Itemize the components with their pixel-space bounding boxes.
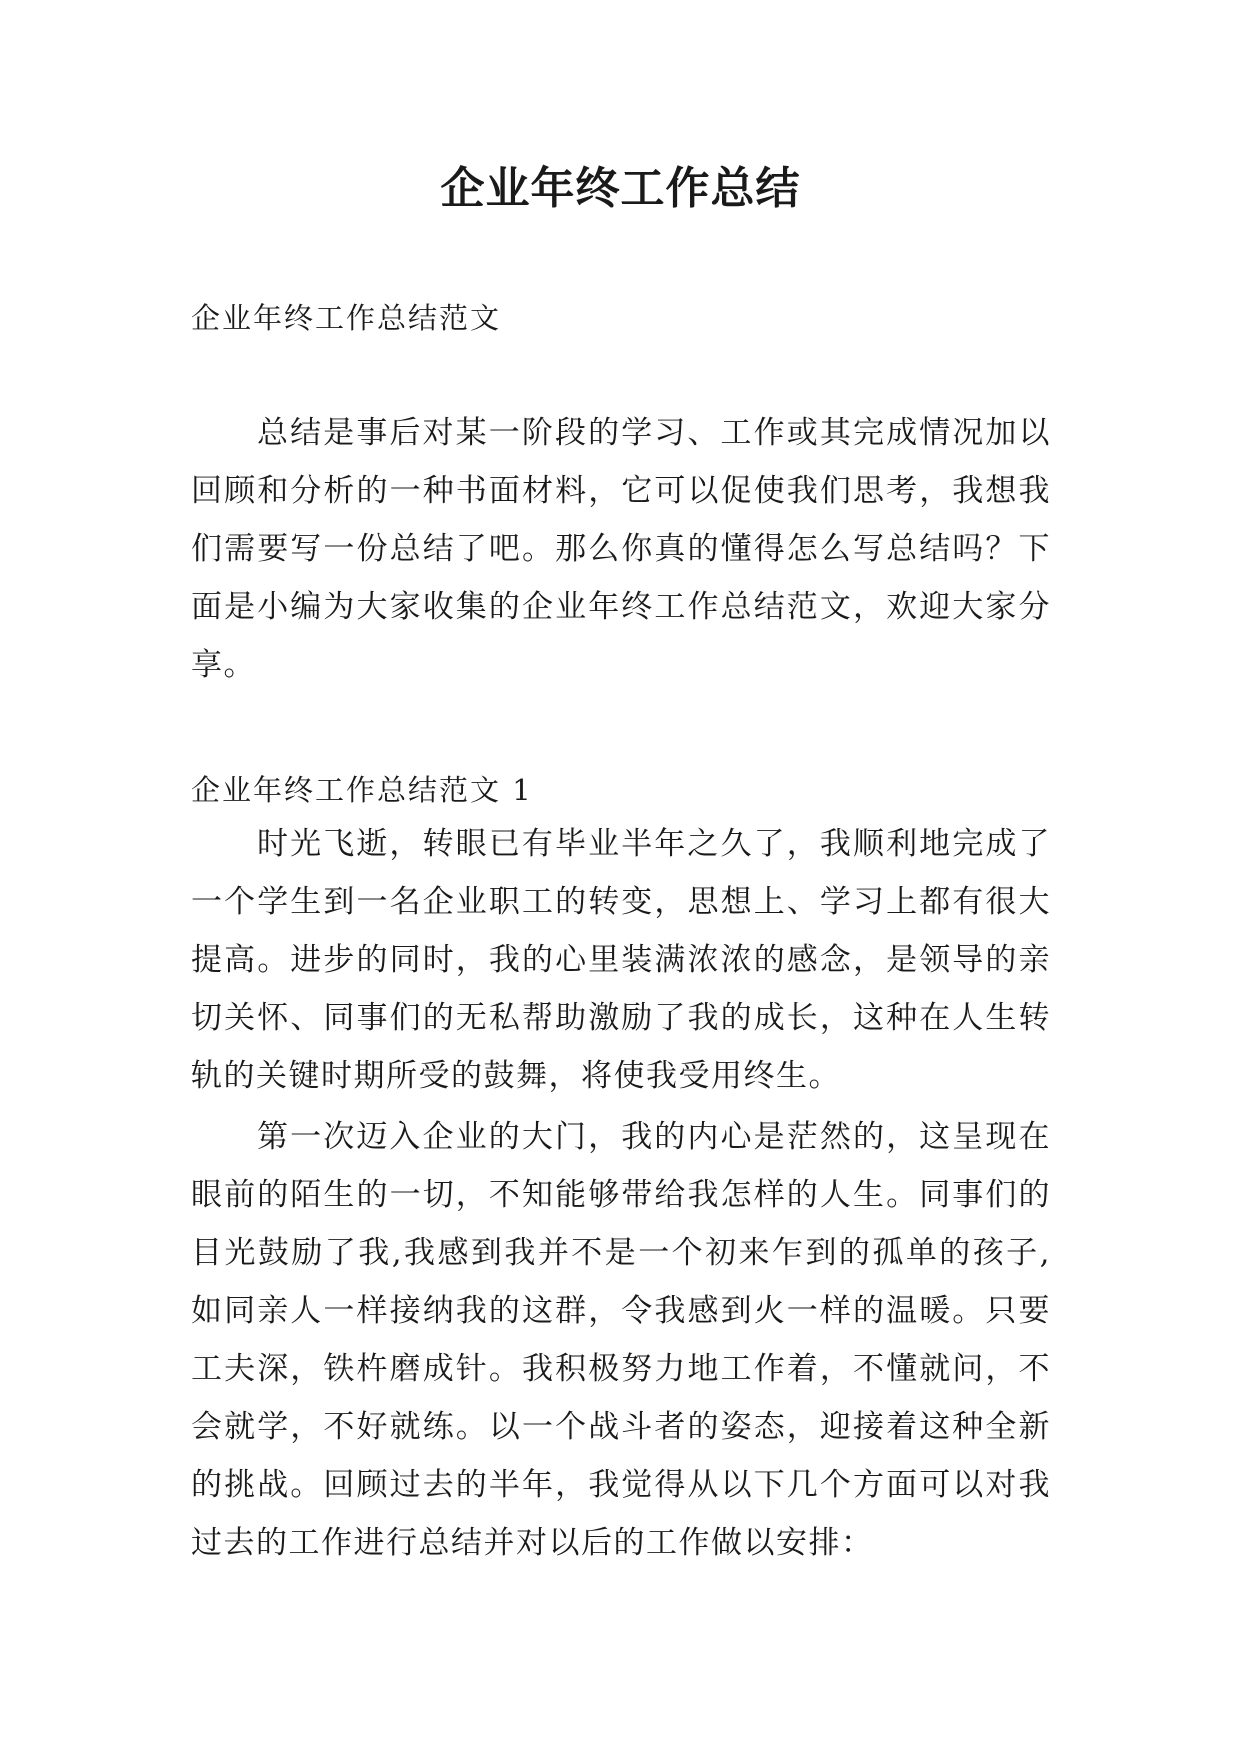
intro-paragraph: 总结是事后对某一阶段的学习、工作或其完成情况加以回顾和分析的一种书面材料，它可以促使我们思考，我想我们需要写一份总结了吧。那么你真的懂得怎么写总结吗？下面是小编为大家收集的企业年终工作总结范文，欢迎大家分享。 (191, 415, 1051, 683)
document-subtitle: 企业年终工作总结范文 (191, 301, 502, 335)
body-paragraph: 时光飞逝，转眼已有毕业半年之久了，我顺利地完成了一个学生到一名企业职工的转变，思想上、学习上都有很大提高。进步的同时，我的心里装满浓浓的感念，是领导的亲切关怀、同事们的无私帮助激励了我的成长，这种在人生转轨的关键时期所受的鼓舞，将使我受用终生。 (191, 826, 1051, 1094)
body-paragraph: 第一次迈入企业的大门，我的内心是茫然的，这呈现在眼前的陌生的一切，不知能够带给我怎样的人生。同事们的目光鼓励了我,我感到我并不是一个初来乍到的孤单的孩子,如同亲人一样接纳我的这群，令我感到火一样的温暖。只要工夫深，铁杵磨成针。我积极努力地工作着，不懂就问，不会就学，不好就练。以一个战斗者的姿态，迎接着这种全新的挑战。回顾过去的半年，我觉得从以下几个方面可以对我过去的工作进行总结并对以后的工作做以安排： (191, 1119, 1051, 1561)
section-heading: 企业年终工作总结范文 1 (191, 773, 533, 807)
document-title: 企业年终工作总结 (440, 163, 801, 214)
